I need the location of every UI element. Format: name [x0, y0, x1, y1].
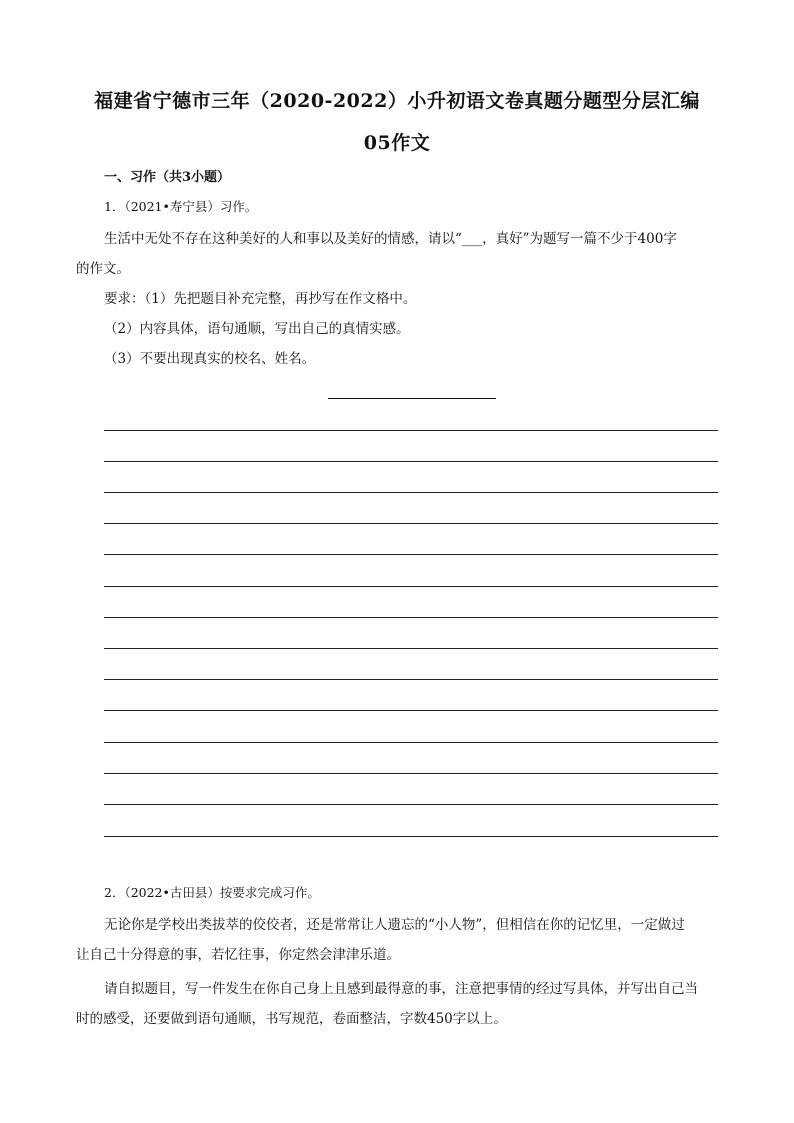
writing-line: [104, 554, 718, 555]
writing-line: [104, 430, 718, 431]
writing-line: [104, 710, 718, 711]
writing-line: [104, 804, 718, 805]
q1-prompt-line2: 的作文。: [76, 261, 130, 277]
writing-line: [104, 492, 718, 493]
q2-prompt-line3: 请自拟题目，写一件发生在你自己身上且感到最得意的事，注意把事情的经过写具体，并写出自己当: [104, 981, 698, 997]
writing-line: [104, 742, 718, 743]
writing-line: [104, 836, 718, 837]
section-heading: 一、习作（共3小题）: [104, 170, 231, 185]
q2-prompt-line1: 无论你是学校出类拔萃的佼佼者，还是常常让人遗忘的“小人物”，但相信在你的记忆里，一定做过: [104, 917, 685, 933]
q1-number: 1．（2021•寿宁县）习作。: [104, 199, 258, 214]
q1-prompt-line1: 生活中无处不存在这种美好的人和事以及美好的情感，请以“___，真好”为题写一篇不少于400字: [104, 231, 677, 247]
writing-line: [104, 648, 718, 649]
q2-number: 2．（2022•古田县）按要求完成习作。: [104, 885, 320, 900]
q1-requirement-2: （2）内容具体，语句通顺，写出自己的真情实感。: [104, 321, 410, 337]
q2-prompt-line2: 让自己十分得意的事，若忆往事，你定然会津津乐道。: [76, 947, 400, 963]
writing-line: [104, 773, 718, 774]
writing-line: [104, 679, 718, 680]
doc-title: 福建省宁德市三年（2020-2022）小升初语文卷真题分题型分层汇编: [94, 90, 700, 112]
title-blank-line: [328, 398, 496, 399]
writing-line: [104, 617, 718, 618]
writing-line: [104, 586, 718, 587]
q1-requirement-1: 要求：（1）先把题目补充完整，再抄写在作文格中。: [104, 291, 417, 307]
q2-prompt-line4: 时的感受，还要做到语句通顺，书写规范，卷面整洁，字数450字以上。: [76, 1011, 507, 1027]
doc-subtitle: 05作文: [363, 132, 431, 154]
writing-line: [104, 523, 718, 524]
q1-requirement-3: （3）不要出现真实的校名、姓名。: [104, 351, 316, 367]
writing-line: [104, 461, 718, 462]
